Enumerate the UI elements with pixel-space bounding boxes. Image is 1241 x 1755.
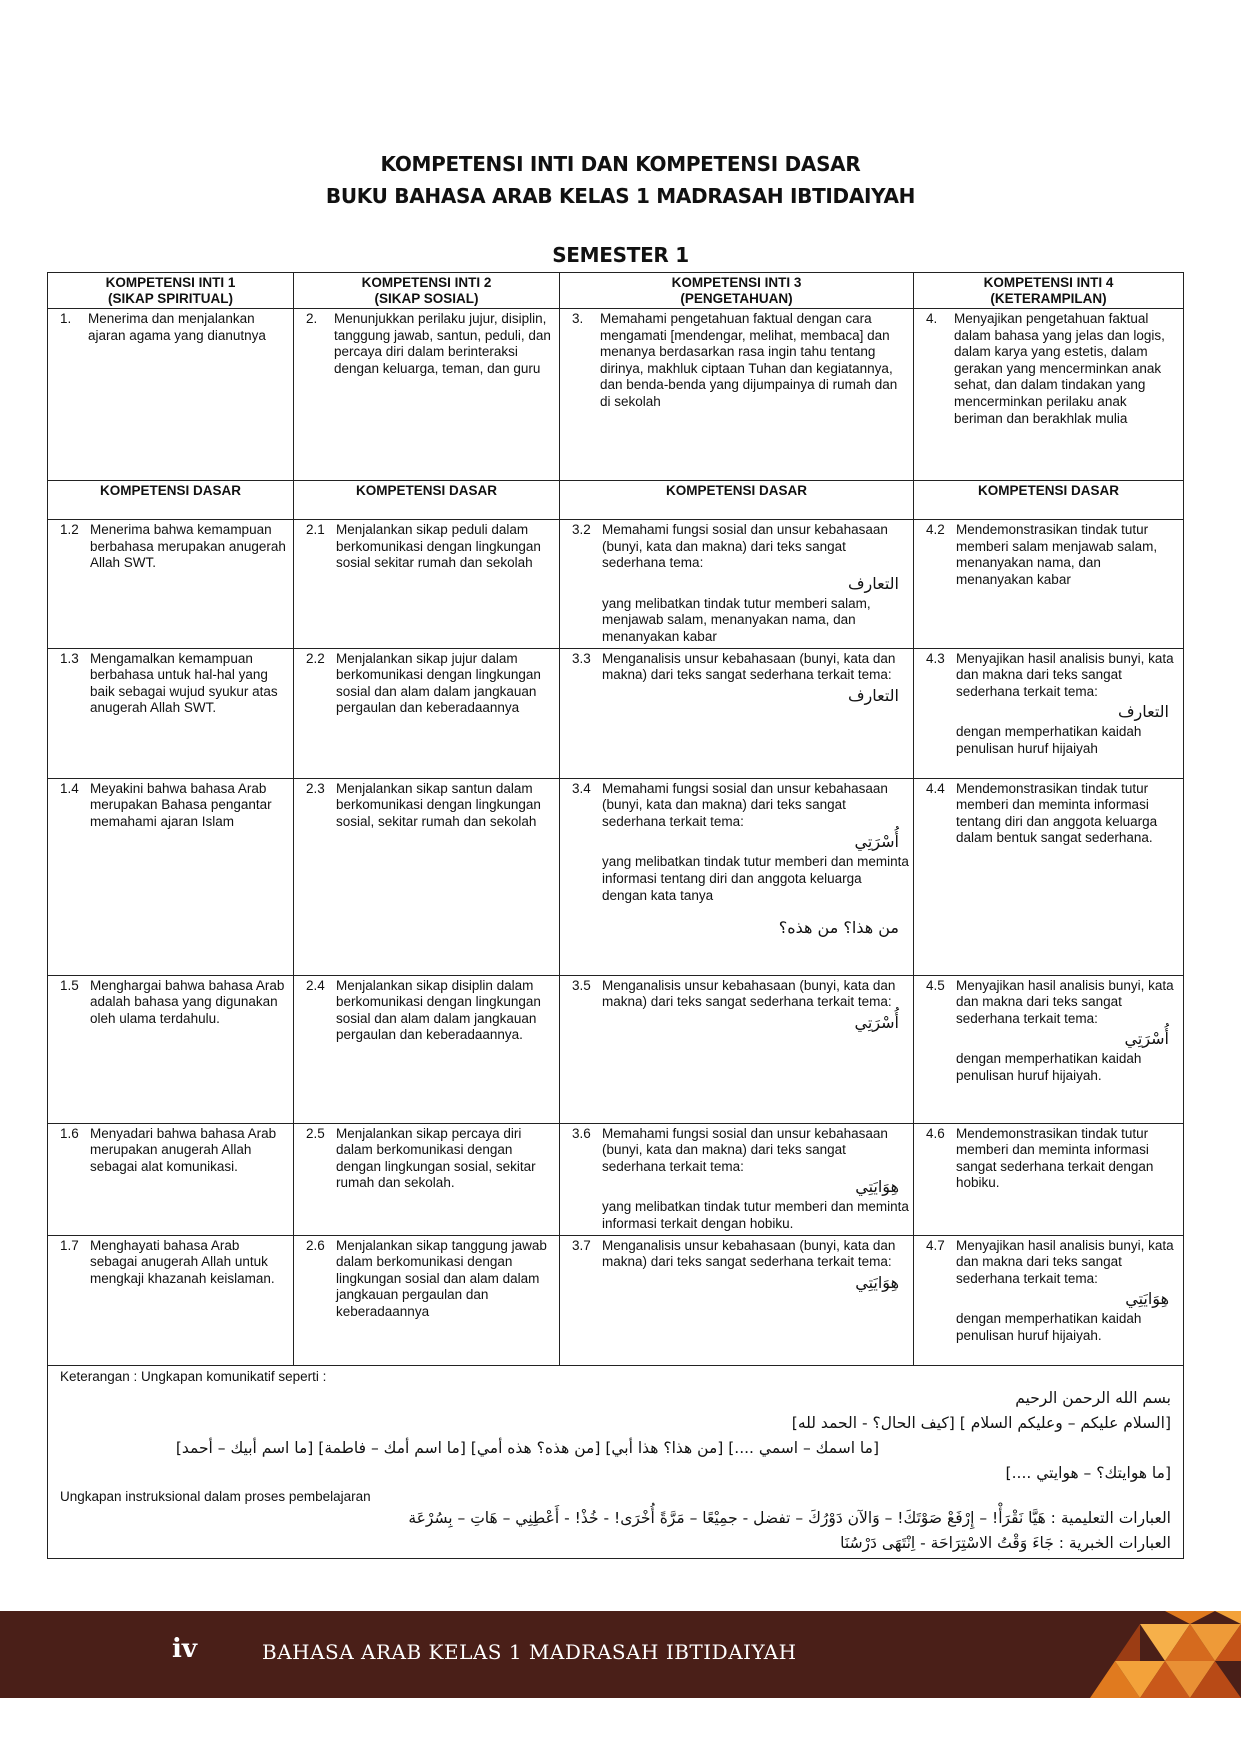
notes-row — [48, 1365, 1184, 1558]
kd-cell: 1.5 Menghargai bahwa bahasa Arab adalah bahasa yang digunakan oleh ulama terdahulu. — [48, 975, 294, 1123]
kd-cell: 4.3 Menyajikan hasil analisis bunyi, kata dan makna dari teks sangat sederhana terkait tema: التعارف dengan memperhatikan kaidah penulisan huruf hijaiyah — [914, 648, 1184, 778]
kd-cell: 2.1 Menjalankan sikap peduli dalam berkomunikasi dengan lingkungan sosial sekitar rumah dan sekolah — [294, 520, 560, 649]
kd-cell: 4.2 Mendemonstrasikan tindak tutur memberi salam menjawab salam, menanyakan nama, dan menanyakan kabar — [914, 520, 1184, 649]
kd-row — [48, 1235, 1184, 1365]
arabic-question: من هذا؟ من هذه؟ — [778, 918, 899, 938]
kd-cell: 3.5 Menganalisis unsur kebahasaan (bunyi, kata dan makna) dari teks sangat sederhana terkait tema: أُسْرَتِي — [560, 975, 914, 1123]
kd-header-1: KOMPETENSI DASAR — [48, 481, 294, 520]
page-number: iv — [172, 1634, 197, 1664]
semester-heading: SEMESTER 1 — [552, 243, 689, 267]
ki-header-4: KOMPETENSI INTI 4 (KETERAMPILAN) — [914, 273, 1184, 309]
arabic-theme: أُسْرَتِي — [854, 832, 899, 852]
arabic-instruction: العبارات التعليمية : هَيَّا نَقْرَأْ! – إِرْفَعْ صَوْتَكَ! – وَالآن دَوْرُكَ – تفضل - جمِيْعًا – مَرَّةً أُخْرَى! - خُذْ! - أَعْطِنِي – هَاتِ – بِسُرْعَة — [408, 1508, 1171, 1527]
triangle-shape — [1215, 1611, 1241, 1624]
document-title: KOMPETENSI INTI DAN KOMPETENSI DASAR — [380, 152, 861, 176]
kd-cell: 4.4 Mendemonstrasikan tindak tutur memberi dan meminta informasi tentang diri dan anggota keluarga dalam bentuk sangat sederhana. — [914, 778, 1184, 975]
kd-header-2: KOMPETENSI DASAR — [294, 481, 560, 520]
ki-header-row — [48, 273, 1184, 309]
arabic-theme: التعارف — [847, 573, 899, 593]
kd-header-3: KOMPETENSI DASAR — [560, 481, 914, 520]
arabic-expression: [ما اسمك – اسمي ....] [من هذا؟ هذا أبي] [من هذه؟ هذه أمي] [ما اسم أمك – فاطمة] [ما اسم أبيك – أحمد] — [175, 1438, 879, 1457]
kd-cell: 3.6 Memahami fungsi sosial dan unsur kebahasaan (bunyi, kata dan makna) dari teks sangat sederhana terkait tema: هِوَايَتِي yang melibatkan tindak tutur memberi dan meminta informasi terkait dengan hobiku. — [560, 1123, 914, 1235]
notes-instruksional: Ungkapan instruksional dalam proses pembelajaran — [60, 1488, 371, 1504]
kd-cell: 1.4 Meyakini bahwa bahasa Arab merupakan Bahasa pengantar memahami ajaran Islam — [48, 778, 294, 975]
ki-header-2: KOMPETENSI INTI 2 (SIKAP SOSIAL) — [294, 273, 560, 309]
kd-cell: 2.2 Menjalankan sikap jujur dalam berkomunikasi dengan lingkungan sosial dan alam dalam jangkauan pergaulan dan keberadaannya — [294, 648, 560, 778]
notes-keterangan: Keterangan : Ungkapan komunikatif seperti : — [60, 1368, 327, 1384]
arabic-instruction: العبارات الخبرية : جَاءَ وَقْتُ الاسْتِرَاحَة - اِنْتَهَى دَرْسُنَا — [840, 1533, 1171, 1552]
kd-header-row — [48, 481, 1184, 520]
kd-cell: 2.4 Menjalankan sikap disiplin dalam berkomunikasi dengan lingkungan sosial dan alam dalam jangkauan pergaulan dan keberadaannya. — [294, 975, 560, 1123]
kd-cell: 2.6 Menjalankan sikap tanggung jawab dalam berkomunikasi dengan lingkungan sosial dan alam dalam jangkauan pergaulan dan keberadaannya — [294, 1235, 560, 1365]
competency-table — [47, 272, 1184, 1559]
arabic-expression: [ما هوايتك؟ – هوايتي ....] — [1005, 1463, 1171, 1482]
arabic-expression: [السلام عليكم – وعليكم السلام ] [كيف الحال؟ - الحمد لله] — [791, 1413, 1171, 1432]
kd-cell: 1.3 Mengamalkan kemampuan berbahasa untuk hal-hal yang baik sebagai wujud syukur atas anugerah Allah SWT. — [48, 648, 294, 778]
footer-book-title: BAHASA ARAB KELAS 1 MADRASAH IBTIDAIYAH — [262, 1640, 797, 1664]
kd-header-4: KOMPETENSI DASAR — [914, 481, 1184, 520]
triangle-shape — [1165, 1611, 1215, 1624]
ki-row — [48, 309, 1184, 481]
arabic-theme: أُسْرَتِي — [1124, 1029, 1169, 1049]
ki-cell-3: 3. Memahami pengetahuan faktual dengan cara mengamati [mendengar, melihat, membaca] dan menanya berdasarkan rasa ingin tahu tentang dirinya, makhluk ciptaan Tuhan dan kegiatannya, dan benda-benda yang dijumpainya di rumah dan di sekolah — [560, 309, 914, 481]
notes-cell — [48, 1365, 1184, 1558]
kd-cell: 3.4 Memahami fungsi sosial dan unsur kebahasaan (bunyi, kata dan makna) dari teks sangat sederhana terkait tema: أُسْرَتِي yang melibatkan tindak tutur memberi dan meminta informasi tentang diri dan anggota keluarga dengan kata tanya من هذا؟ من هذه؟ — [560, 778, 914, 975]
arabic-expression: بسم الله الرحمن الرحيم — [1015, 1388, 1171, 1407]
arabic-theme: التعارف — [847, 685, 899, 705]
arabic-theme: هِوَايَتِي — [1125, 1289, 1169, 1309]
arabic-theme: التعارف — [1117, 702, 1169, 722]
triangle-pattern-icon — [1070, 1611, 1241, 1698]
kd-cell: 4.5 Menyajikan hasil analisis bunyi, kata dan makna dari teks sangat sederhana terkait tema: أُسْرَتِي dengan memperhatikan kaidah penulisan huruf hijaiyah. — [914, 975, 1184, 1123]
ki-cell-1: 1. Menerima dan menjalankan ajaran agama yang dianutnya — [48, 309, 294, 481]
kd-cell: 1.7 Menghayati bahasa Arab sebagai anugerah Allah untuk mengkaji khazanah keislaman. — [48, 1235, 294, 1365]
triangle-shape — [1115, 1624, 1140, 1661]
arabic-theme: هِوَايَتِي — [855, 1177, 899, 1197]
ki-header-1: KOMPETENSI INTI 1 (SIKAP SPIRITUAL) — [48, 273, 294, 309]
kd-cell: 3.2 Memahami fungsi sosial dan unsur kebahasaan (bunyi, kata dan makna) dari teks sangat sederhana tema: التعارف yang melibatkan tindak tutur memberi salam, menjawab salam, menanyakan nama, dan menanyakan kabar — [560, 520, 914, 649]
kd-cell: 1.2 Menerima bahwa kemampuan berbahasa merupakan anugerah Allah SWT. — [48, 520, 294, 649]
kd-row — [48, 778, 1184, 975]
kd-cell: 4.7 Menyajikan hasil analisis bunyi, kata dan makna dari teks sangat sederhana terkait tema: هِوَايَتِي dengan memperhatikan kaidah penulisan huruf hijaiyah. — [914, 1235, 1184, 1365]
ki-cell-2: 2. Menunjukkan perilaku jujur, disiplin, tanggung jawab, santun, peduli, dan percaya diri dalam berinteraksi dengan keluarga, teman, dan guru — [294, 309, 560, 481]
kd-row — [48, 648, 1184, 778]
ki-header-3: KOMPETENSI INTI 3 (PENGETAHUAN) — [560, 273, 914, 309]
arabic-theme: هِوَايَتِي — [855, 1272, 899, 1292]
kd-cell: 1.6 Menyadari bahwa bahasa Arab merupakan anugerah Allah sebagai alat komunikasi. — [48, 1123, 294, 1235]
kd-cell: 2.3 Menjalankan sikap santun dalam berkomunikasi dengan lingkungan sosial, sekitar rumah dan sekolah — [294, 778, 560, 975]
ki-cell-4: 4. Menyajikan pengetahuan faktual dalam bahasa yang jelas dan logis, dalam karya yang estetis, dalam gerakan yang mencerminkan anak sehat, dan dalam tindakan yang mencerminkan perilaku anak beriman dan berakhlak mulia — [914, 309, 1184, 481]
kd-row — [48, 975, 1184, 1123]
kd-row — [48, 1123, 1184, 1235]
arabic-theme: أُسْرَتِي — [854, 1012, 899, 1032]
kd-row — [48, 520, 1184, 649]
document-subtitle: BUKU BAHASA ARAB KELAS 1 MADRASAH IBTIDAIYAH — [325, 184, 916, 208]
kd-cell: 2.5 Menjalankan sikap percaya diri dalam berkomunikasi dengan dengan lingkungan sosial, sekitar rumah dan sekolah. — [294, 1123, 560, 1235]
kd-cell: 3.3 Menganalisis unsur kebahasaan (bunyi, kata dan makna) dari teks sangat sederhana terkait tema: التعارف — [560, 648, 914, 778]
kd-cell: 4.6 Mendemonstrasikan tindak tutur memberi dan meminta informasi sangat sederhana terkait dengan hobiku. — [914, 1123, 1184, 1235]
kd-cell: 3.7 Menganalisis unsur kebahasaan (bunyi, kata dan makna) dari teks sangat sederhana terkait tema: هِوَايَتِي — [560, 1235, 914, 1365]
